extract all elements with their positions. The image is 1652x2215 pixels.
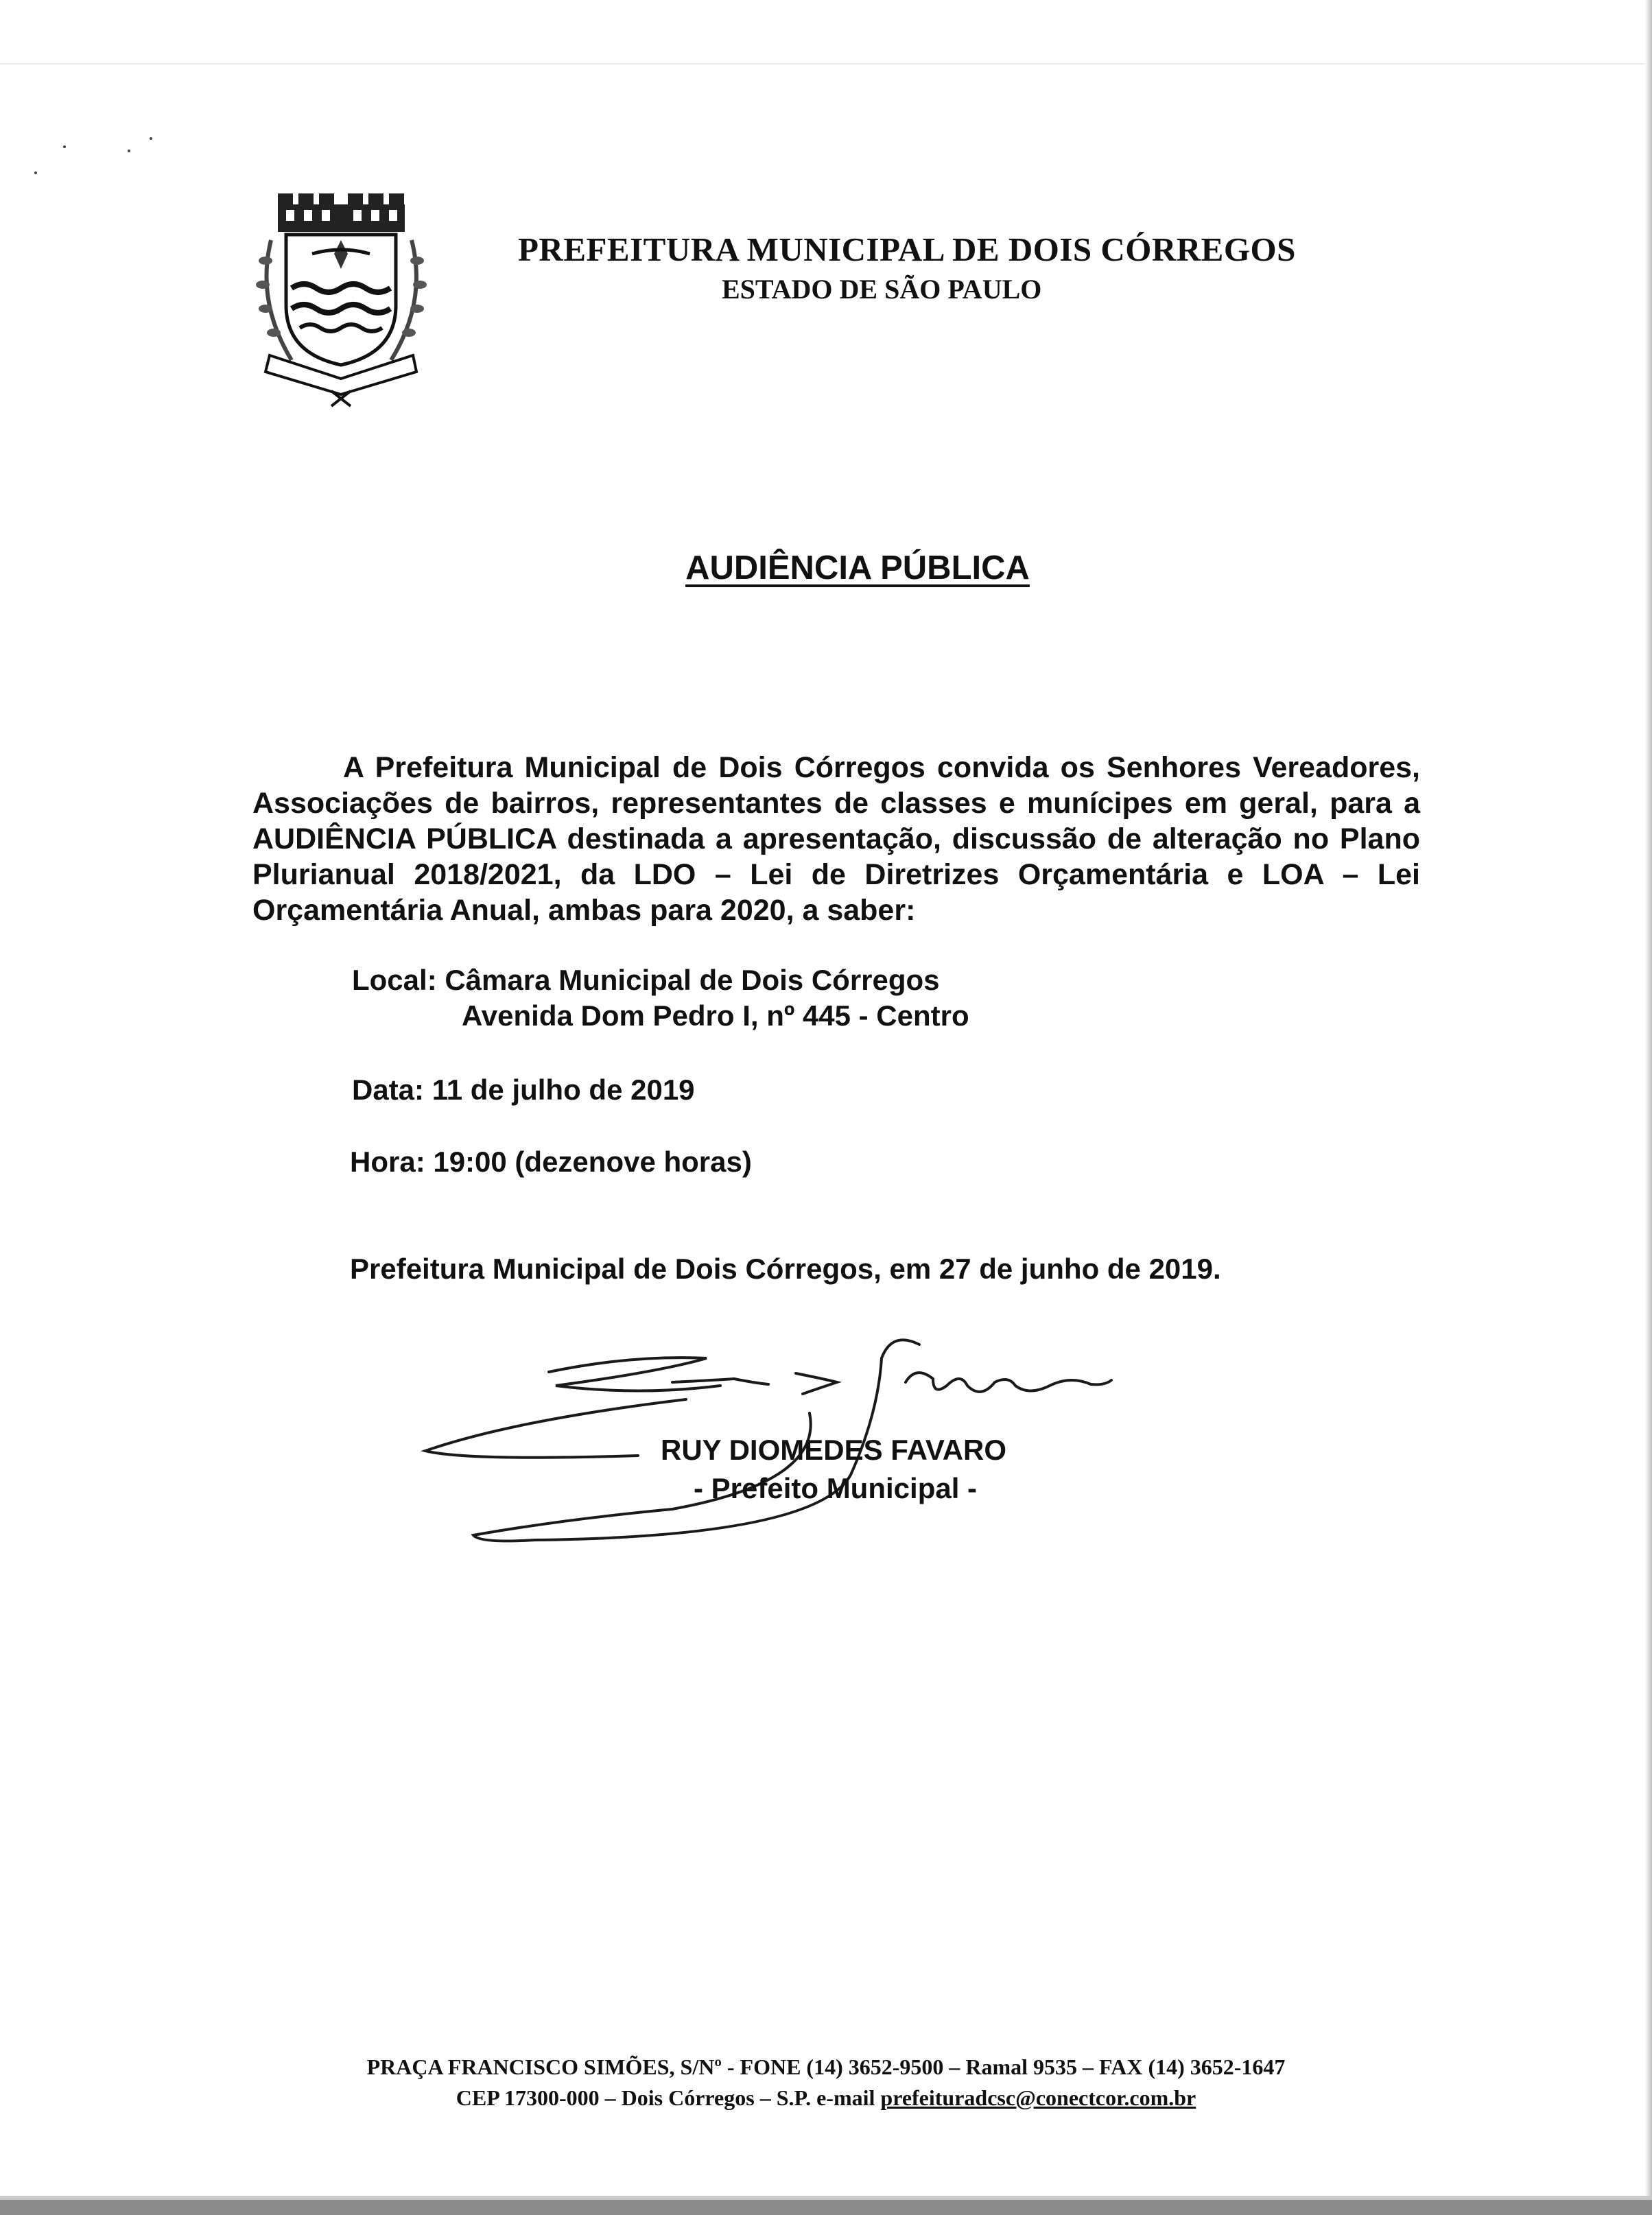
closing-line: Prefeitura Municipal de Dois Córregos, em 27 de junho de 2019. bbox=[350, 1253, 1221, 1285]
scan-speck bbox=[34, 171, 37, 174]
scan-top-line bbox=[0, 63, 1652, 64]
footer-cep: CEP 17300-000 – Dois Córregos – S.P. e-mail bbox=[456, 2085, 881, 2110]
event-date: Data: 11 de julho de 2019 bbox=[352, 1074, 695, 1106]
header-city-name: PREFEITURA MUNICIPAL DE DOIS CÓRREGOS bbox=[518, 230, 1296, 268]
scan-speck bbox=[128, 150, 130, 152]
scan-bottom-edge bbox=[0, 2200, 1652, 2215]
event-time: Hora: 19:00 (dezenove horas) bbox=[350, 1146, 752, 1178]
document-title: AUDIÊNCIA PÚBLICA bbox=[685, 549, 1030, 587]
scan-speck bbox=[63, 145, 66, 148]
signatory-name: RUY DIOMEDES FAVARO bbox=[661, 1434, 1007, 1466]
scan-right-edge bbox=[1645, 0, 1652, 2215]
invitation-paragraph: A Prefeitura Municipal de Dois Córregos convida os Senhores Vereadores, Associações de bairros, representantes de classes e munícipes em geral, para a AUDIÊNCIA PÚBLICA destinada a apresentação, discussão de alteração no Plano Plurianual 2018/2021, da LDO – Lei de Diretrizes Orçamentária e LOA – Lei Orçamentária Anual, ambas para 2020, a saber: bbox=[252, 751, 1420, 927]
footer-contact bbox=[0, 2085, 1652, 2111]
footer-address: PRAÇA FRANCISCO SIMÕES, S/Nº - FONE (14) 3652-9500 – Ramal 9535 – FAX (14) 3652-1647 bbox=[366, 2054, 1286, 2079]
venue-address: Avenida Dom Pedro I, nº 445 - Centro bbox=[462, 999, 969, 1032]
municipal-crest-icon bbox=[244, 185, 439, 408]
header-state-name: ESTADO DE SÃO PAULO bbox=[722, 274, 1042, 305]
footer-email-link[interactable]: prefeituradcsc@conectcor.com.br bbox=[880, 2085, 1196, 2110]
scan-speck bbox=[150, 137, 152, 140]
signatory-role: - Prefeito Municipal - bbox=[694, 1472, 978, 1504]
venue-line: Local: Câmara Municipal de Dois Córregos bbox=[352, 964, 940, 996]
